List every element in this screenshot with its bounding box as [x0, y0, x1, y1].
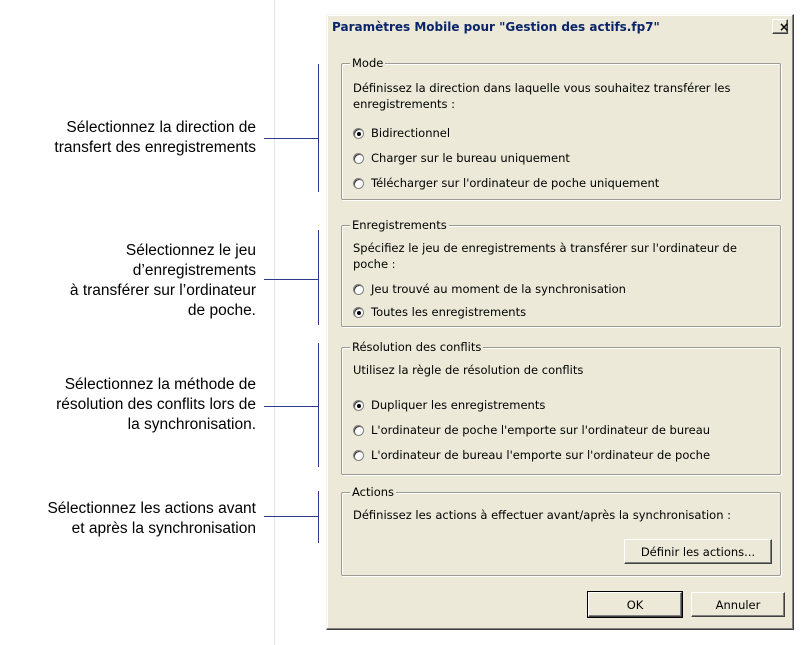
records-description: Spécifiez le jeu de enregistrements à transférer sur l'ordinateur de poche :: [353, 241, 737, 271]
actions-description: Définissez les actions à effectuer avant/après la synchronisation :: [353, 508, 732, 522]
define-actions-button[interactable]: Définir les actions...: [624, 539, 772, 564]
conflicts-group: [341, 340, 781, 475]
page-divider: [274, 0, 275, 645]
conflicts-description: Utilisez la règle de résolution de conflits: [353, 363, 584, 377]
callout-records: Sélectionnez le jeu d’enregistrements à transférer sur l’ordinateur de poche.: [69, 242, 256, 319]
ok-button[interactable]: OK: [588, 592, 682, 617]
callout-mode: Sélectionnez la direction de transfert des enregistrements: [54, 119, 256, 156]
mobile-settings-dialog: [326, 14, 794, 630]
radio-checked-icon[interactable]: [353, 307, 364, 318]
records-option-all[interactable]: Toutes les enregistrements: [353, 304, 526, 320]
callout-mode-leader: [264, 138, 318, 139]
callout-records-leader: [264, 279, 318, 280]
close-icon: ×: [779, 20, 790, 34]
mode-option-upload-desktop[interactable]: Charger sur le bureau uniquement: [353, 150, 570, 166]
radio-icon[interactable]: [353, 153, 364, 164]
conflicts-legend: Résolution des conflits: [352, 340, 482, 354]
radio-checked-icon[interactable]: [353, 128, 364, 139]
radio-icon[interactable]: [353, 425, 364, 436]
callout-records-bracket: [318, 230, 319, 325]
conflicts-option-desktop-wins[interactable]: L'ordinateur de bureau l'emporte sur l'ordinateur de poche: [353, 447, 710, 463]
mode-description: Définissez la direction dans laquelle vous souhaitez transférer les enregistrements :: [353, 81, 731, 111]
dialog-title: Paramètres Mobile pour "Gestion des actifs.fp7": [332, 20, 660, 34]
dialog-titlebar[interactable]: [330, 18, 790, 38]
records-group: [341, 218, 781, 327]
close-button[interactable]: [772, 19, 788, 34]
callout-actions: Sélectionnez les actions avant et après la synchronisation: [47, 500, 256, 537]
callout-actions-leader: [264, 516, 318, 517]
callout-actions-bracket: [318, 491, 319, 543]
callout-mode-bracket: [318, 64, 319, 192]
mode-option-download-handheld[interactable]: Télécharger sur l'ordinateur de poche uniquement: [353, 175, 659, 191]
radio-checked-icon[interactable]: [353, 400, 364, 411]
records-legend: Enregistrements: [352, 218, 447, 232]
radio-icon[interactable]: [353, 284, 364, 295]
callout-conflicts-bracket: [318, 343, 319, 467]
mode-legend: Mode: [352, 56, 384, 70]
mode-group: [341, 56, 781, 200]
callout-conflicts-leader: [264, 406, 318, 407]
radio-icon[interactable]: [353, 450, 364, 461]
actions-group: [341, 485, 781, 576]
conflicts-option-handheld-wins[interactable]: L'ordinateur de poche l'emporte sur l'ordinateur de bureau: [353, 422, 710, 438]
records-option-found-set[interactable]: Jeu trouvé au moment de la synchronisation: [353, 281, 626, 297]
cancel-button[interactable]: Annuler: [691, 592, 785, 617]
actions-legend: Actions: [352, 485, 395, 499]
conflicts-option-duplicate[interactable]: Dupliquer les enregistrements: [353, 397, 545, 413]
callout-conflicts: Sélectionnez la méthode de résolution des conflits lors de la synchronisation.: [56, 376, 256, 433]
mode-option-bidirectional[interactable]: Bidirectionnel: [353, 125, 450, 141]
radio-icon[interactable]: [353, 178, 364, 189]
